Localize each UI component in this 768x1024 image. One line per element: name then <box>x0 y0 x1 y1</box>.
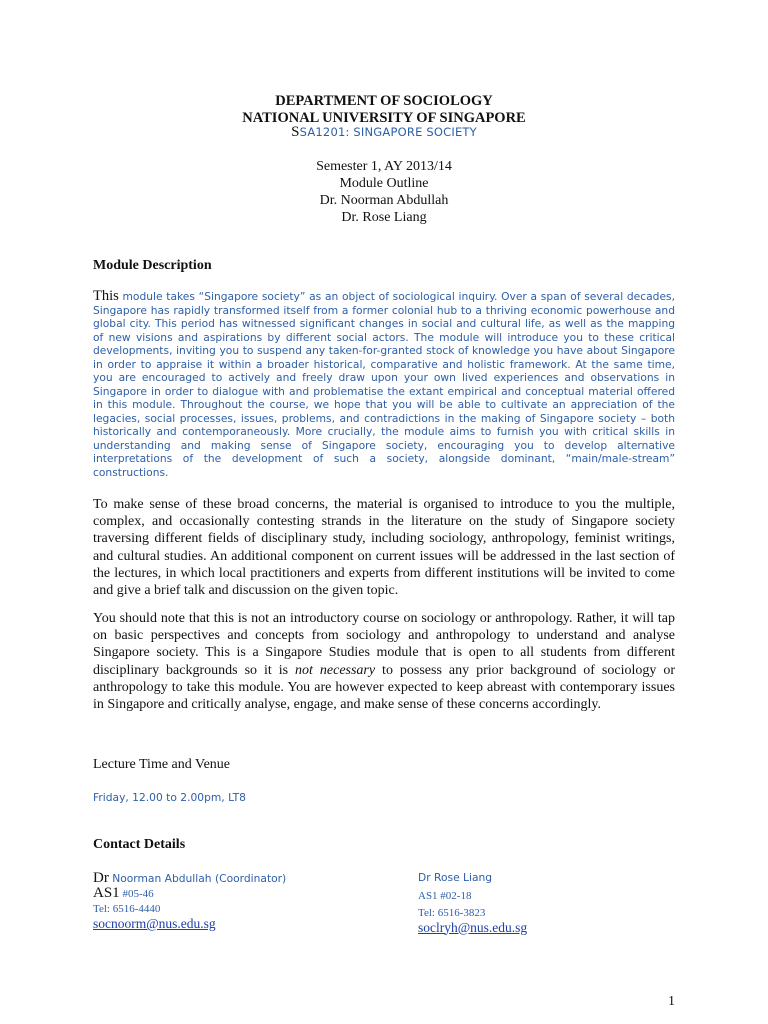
course-code <box>0 124 768 141</box>
para3-emphasis: not necessary <box>295 662 376 678</box>
para3-text-b: to possess any prior background of sociology or anthropology to take this module. You are however expected to keep abreast with contemporary issues in Singapore and critically analyse, engage, and make sense of these concerns accordingly. <box>93 662 675 713</box>
description-text: module takes “Singapore society” as an object of sociological inquiry. Over a span of several decades, Singapore has rapidly transformed itself from a former colonial hub to a thriving economic powerhouse and global city. This period has witnessed significant changes in social and cultural life, as well as the mapping of new visions and aspirations by different social actors. The module will introduce you to these critical developments, inviting you to suspend any taken-for-granted stock of knowledge you have about Singapore in order to appraise it within a broader historical, comparative and holistic framework. At the same time, you are encouraged to actively and freely draw upon your own lived experiences and observations in Singapore in order to dialogue with and problematise the extant empirical and conceptual material offered in this module. Throughout the course, we hope that you will be able to cultivate an appreciation of the legacies, social processes, issues, problems, and contradictions in the making of Singapore society – both historically and contemporaneously. More crucially, the module aims to furnish you with critical skills in understanding and making sense of Singapore society, encouraging you to develop alternative interpretations of the development of such a society, alongside dominant, “main/male-stream” constructions. <box>93 290 675 479</box>
contact-1-name: Noorman Abdullah (Coordinator) <box>108 872 287 885</box>
department-heading: DEPARTMENT OF SOCIOLOGY <box>275 93 493 109</box>
paragraph-introductory-note <box>93 610 675 713</box>
course-title: SA1201: SINGAPORE SOCIETY <box>299 125 477 139</box>
contact-1-office <box>93 885 286 902</box>
contact-2-email[interactable]: soclryh@nus.edu.sg <box>418 919 528 935</box>
lecturer-1: Dr. Noorman Abdullah <box>319 193 449 208</box>
module-description-title: Module Description <box>93 258 212 273</box>
contact-1-office-prefix: AS1 <box>93 885 120 901</box>
university-heading: NATIONAL UNIVERSITY OF SINGAPORE <box>242 110 526 126</box>
contact-1-title: Dr <box>93 870 109 886</box>
page-number: 1 <box>668 994 675 1009</box>
contact-1-tel: Tel: 6516-4440 <box>93 903 161 915</box>
contact-2-tel: Tel: 6516-3823 <box>418 906 486 919</box>
module-description-body <box>93 290 675 479</box>
contact-2-name: Dr Rose Liang <box>418 871 493 884</box>
contact-1-email[interactable]: socnoorm@nus.edu.sg <box>93 916 216 931</box>
contact-noorman <box>93 869 286 932</box>
lecture-time-value: Friday, 12.00 to 2.00pm, LT8 <box>93 791 246 804</box>
paragraph-broad-concerns: To make sense of these broad concerns, the material is organised to introduce to you the multiple, complex, and occasionally contesting strands in the literature on the study of Singapore society traversing different fields of disciplinary study, including sociology, anthropology, feminist writings, and cultural studies. An additional component on current issues will be addressed in the last section of the lectures, in which local practitioners and experts from different institutions will be invited to come and give a brief talk and discussion on the given topic. <box>93 497 675 599</box>
contact-rose <box>418 871 527 936</box>
lecture-time-title: Lecture Time and Venue <box>93 757 230 772</box>
description-lead-word: This <box>93 288 119 304</box>
contact-2-office: AS1 #02-18 <box>418 889 472 902</box>
contact-details-title: Contact Details <box>93 837 186 852</box>
semester-line: Semester 1, AY 2013/14 <box>316 159 452 174</box>
para3-text-a: You should note that this is not an introductory course on sociology or anthropology. Rather, it will tap on basic perspectives and concepts from sociology and anthropology to understand and analyse Singapore society. This is a Singapore Studies module that is open to all students from different disciplinary backgrounds so it is <box>93 611 675 678</box>
lecturer-2: Dr. Rose Liang <box>341 210 427 225</box>
doc-type-line: Module Outline <box>339 176 429 191</box>
contact-1-office-num: #05-46 <box>119 888 154 900</box>
course-initial: S <box>291 124 300 140</box>
